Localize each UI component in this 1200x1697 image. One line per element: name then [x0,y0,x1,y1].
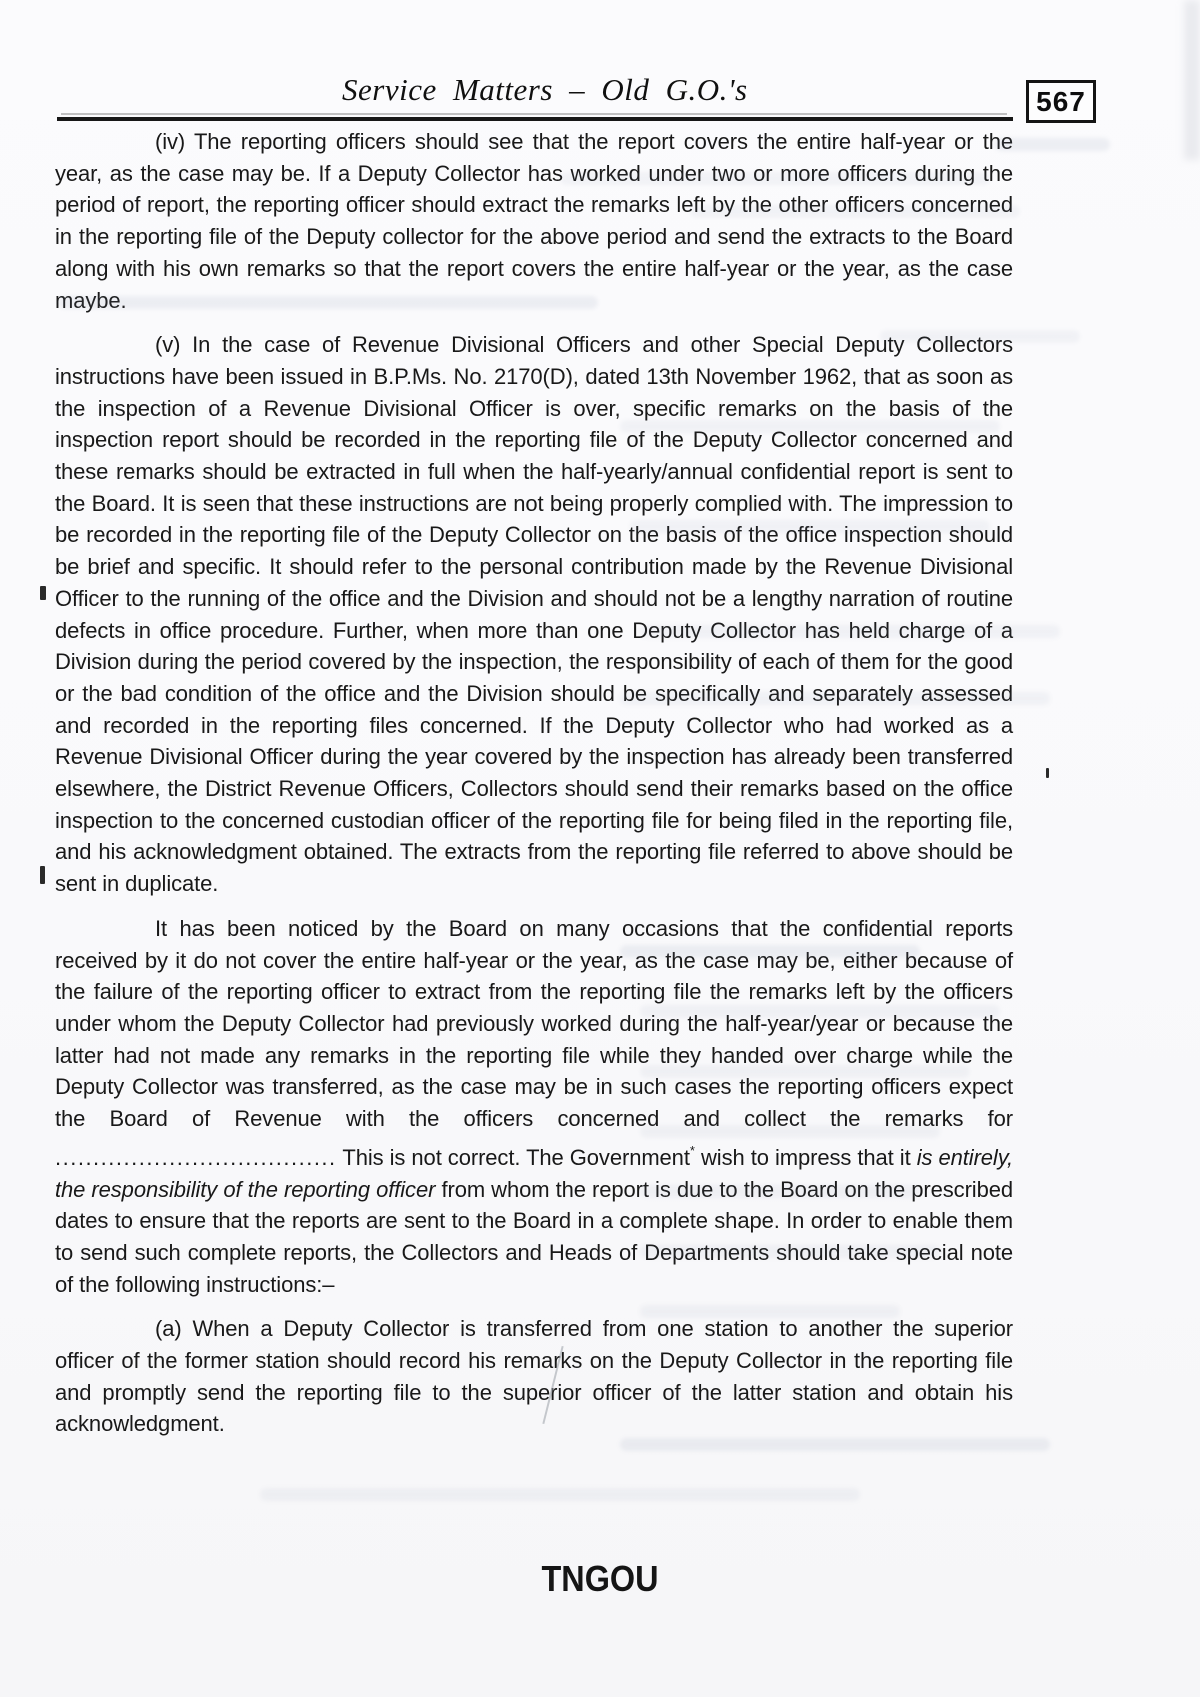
bleed-through-artifact [560,172,990,185]
bleed-through-artifact [58,296,598,309]
italic-phrase: is entirely, the responsibility of the reporting officer [55,1144,1013,1202]
bleed-through-artifact [640,1245,940,1258]
bleed-through-artifact [640,1125,940,1138]
bleed-through-artifact [620,945,920,958]
bleed-through-artifact [630,520,990,533]
page-title: Service Matters – Old G.O.'s [342,72,748,107]
paragraph-noticed-after-dots: This is not correct. The Government [336,1144,690,1170]
paragraph-noticed-lead: It has been noticed by the Board on many occasions that the confidential reports received by it do not cover the entire half-year or the year, as the case may be, either because of the failure of the reporting officer to extract from the reporting file the remarks left by the officers under whom the Deputy Collector had previously worked during the half-year/year or because the latter had not made any remarks in the reporting file while they handed over charge while the Deputy Collector was transferred, as the case may be in such cases the reporting officers expect the Board of Revenue with the officers concerned and collect the remarks for [55,915,1013,1132]
paragraph-noticed [55,913,1013,1300]
bleed-through-artifact [260,1488,860,1501]
scan-edge-smudge [1184,0,1200,160]
bleed-through-artifact [620,420,1000,433]
page-number-box [1026,80,1096,123]
scan-speck [1046,768,1049,778]
paragraph-noticed-before-italic: wish to impress that it [694,1144,917,1170]
scan-speck [40,866,45,884]
bleed-through-artifact [620,692,1050,705]
paragraph-iv: (iv) The reporting officers should see that the report covers the entire half-year or the year, as the case may be. If a Deputy Collector has worked under two or more officers during the period of report, the reporting officer should extract the remarks left by the other officers concerned in the reporting file of the Deputy collector for the above period and send the extracts to the Board along with his own remarks so that the report covers the entire half-year or the year, as the case maybe. [55,129,1013,313]
page-number: 567 [1036,85,1086,117]
bleed-through-artifact [640,625,1060,638]
footnote-marker: * [689,1142,695,1158]
bleed-through-artifact [995,138,1110,151]
bleed-through-artifact [640,1305,900,1318]
scan-speck [40,586,46,600]
bleed-through-artifact [620,1438,1050,1451]
bleed-through-artifact [640,1005,1000,1018]
bleed-through-artifact [640,1185,920,1198]
dotted-leader: ..................................... [55,1144,337,1170]
bleed-through-artifact [880,330,1080,343]
paragraph-noticed-tail: from whom the report is due to the Board on the prescribed dates to ensure that the reports are sent to the Board in a complete shape. In order to enable them to send such complete reports, the Collectors and Heads of Departments should take special note of the following instructions:– [55,1176,1013,1297]
footer [0,1558,1200,1600]
bleed-through-artifact [690,205,1020,218]
header-rule [57,117,1013,121]
paragraph-v: (v) In the case of Revenue Divisional Officers and other Special Deputy Collectors instructions have been issued in B.P.Ms. No. 2170(D), dated 13th November 1962, that as soon as the inspection of a Revenue Divisional Officer is over, specific remarks on the basis of the inspection report should be recorded in the reporting file of the Deputy Collector concerned and these remarks should be extracted in full when the half-yearly/annual confidential report is sent to the Board. It is seen that these instructions are not being properly complied with. The impression to be recorded in the reporting file of the Deputy Collector on the basis of the office inspection should be brief and specific. It should refer to the personal contribution made by the Revenue Divisional Officer to the running of the office and the Division and should not be a lengthy narration of routine defects in office procedure. Further, when more than one Deputy Collector has held charge of a Division during the period covered by the inspection, the responsibility of each of them for the good or the bad condition of the office and the Division should be specifically and separately assessed and recorded in the reporting files concerned. If the Deputy Collector who had worked as a Revenue Divisional Officer during the year covered by the inspection has already been transferred elsewhere, the District Revenue Officers, Collectors should send their remarks based on the office inspection to the concerned custodian officer of the reporting file for being filed in the reporting file, and his acknowledgment obtained. The extracts from the reporting file referred to above should be sent in duplicate. [55,332,1013,897]
bleed-through-artifact [640,1065,970,1078]
footer-watermark: TNGOU [541,1558,659,1599]
paragraph-a: (a) When a Deputy Collector is transferred from one station to another the superior officer of the former station should record his remarks on the Deputy Collector in the reporting file and promptly send the reporting file to the superior officer of the latter station and obtain his acknowledgment. [55,1316,1013,1437]
